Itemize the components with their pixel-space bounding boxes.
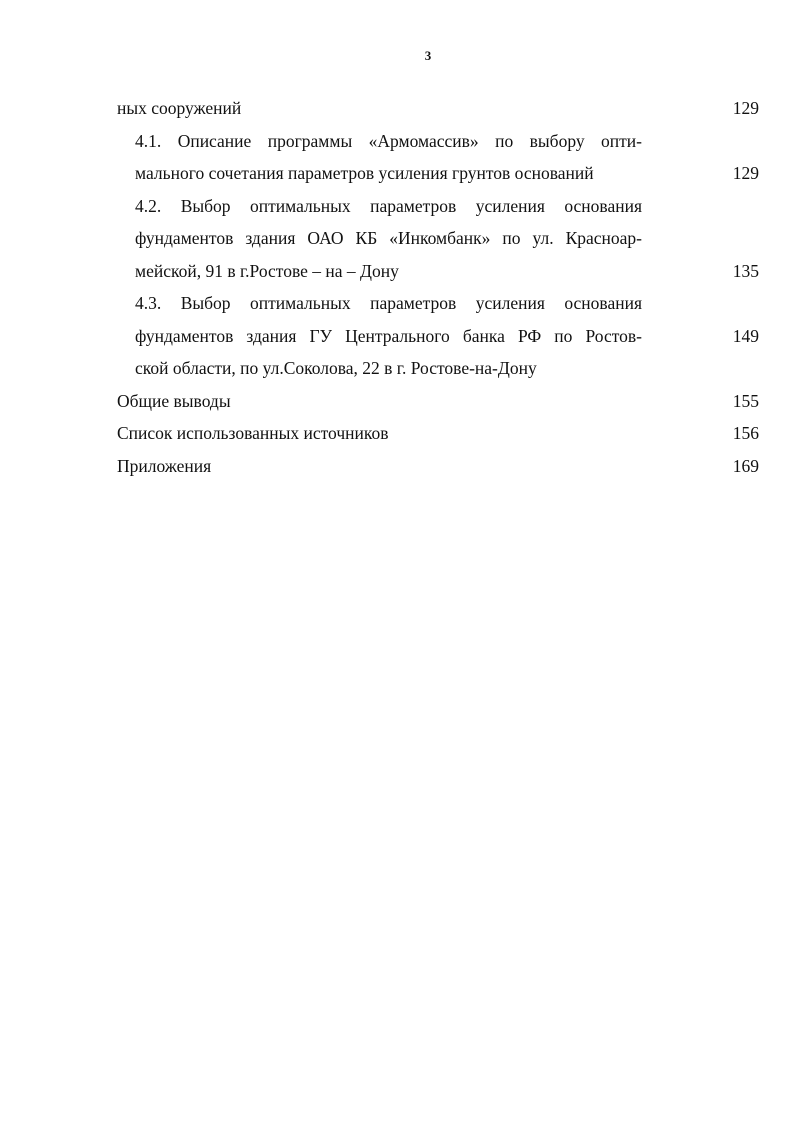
toc-page-number: 129 [732,98,759,118]
toc-entry-appendices: Приложения [117,456,212,476]
toc-entry-4-3-line-3: ской области, по ул.Соколова, 22 в г. Ростове-на-Дону [135,358,537,378]
toc-entry-4-2-line-1: 4.2. Выбор оптимальных параметров усиления основания [135,196,642,216]
toc-page-number: 155 [732,391,759,411]
toc-page-number: 156 [732,423,759,443]
toc-entry-4-1-line-2: мального сочетания параметров усиления грунтов оснований [135,163,594,183]
toc-entry-4-1-line-1: 4.1. Описание программы «Армомассив» по выбору опти- [135,131,642,151]
toc-entry-continuation: ных сооружений [117,98,242,118]
toc-page-number: 169 [732,456,759,476]
toc-entry-references: Список использованных источников [117,423,389,443]
toc-page-number: 149 [732,326,759,346]
toc-entry-conclusions: Общие выводы [117,391,231,411]
toc-entry-4-2-line-3: мейской, 91 в г.Ростове – на – Дону [135,261,399,281]
toc-entry-4-3-line-2: фундаментов здания ГУ Центрального банка РФ по Ростов- [135,326,642,346]
toc-entry-4-2-line-2: фундаментов здания ОАО КБ «Инкомбанк» по ул. Красноар- [135,228,642,248]
page-number: 3 [424,48,432,63]
toc-page-number: 129 [732,163,759,183]
toc-entry-4-3-line-1: 4.3. Выбор оптимальных параметров усиления основания [135,293,642,313]
toc-page-number: 135 [732,261,759,281]
